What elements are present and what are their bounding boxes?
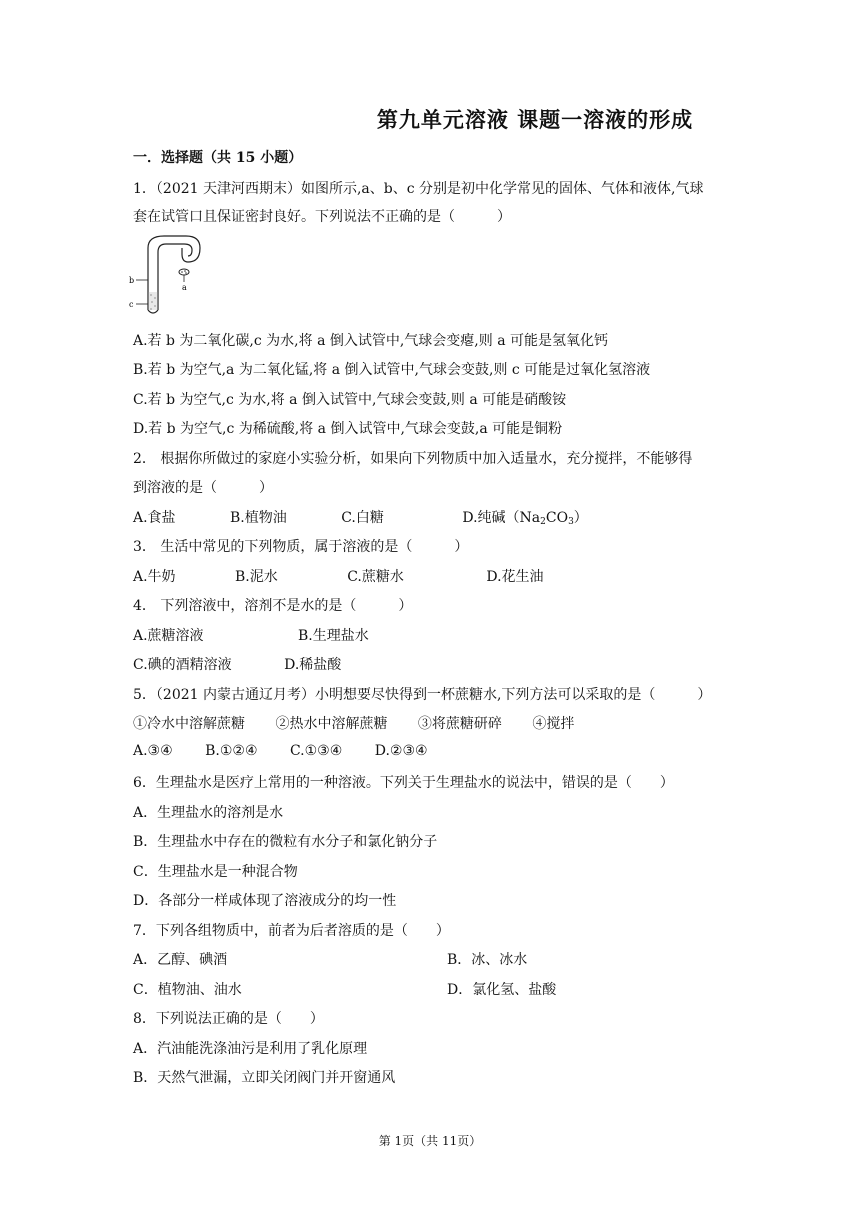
q4-options-row1: [133, 625, 369, 645]
q3-options: [133, 566, 544, 586]
q5-method-1: ①冷水中溶解蔗糖: [133, 716, 245, 732]
page-title: 第九单元溶液 课题一溶液的形成: [376, 107, 694, 132]
q8-stem: 8．下列说法正确的是（ ）: [133, 1011, 324, 1027]
q2-option-b: B.植物油: [230, 510, 287, 526]
q4-stem: 4． 下列溶液中，溶剂不是水的是（ ）: [133, 598, 413, 614]
q7-stem: 7．下列各组物质中，前者为后者溶质的是（ ）: [133, 923, 450, 939]
q5-method-4: ④搅拌: [532, 716, 575, 732]
q3-stem: 3． 生活中常见的下列物质，属于溶液的是（ ）: [133, 539, 469, 555]
q1-option-d: D.若 b 为空气,c 为稀硫酸,将 a 倒入试管中,气球会变鼓,a 可能是铜粉: [133, 421, 563, 437]
q1-stem-line2: 套在试管口且保证密封良好。下列说法不正确的是（ ）: [133, 209, 511, 225]
figure-label-a: a: [182, 283, 187, 292]
q2-options: [133, 507, 588, 527]
q6-option-c: C．生理盐水是一种混合物: [133, 864, 298, 880]
q2-option-d: D.纯碱$(Na_2CO_3)$: [462, 510, 588, 527]
q4-option-c: C.碘的酒精溶液: [133, 657, 232, 673]
q2-option-c: C.白糖: [341, 510, 384, 526]
q5-method-3: ③将蔗糖研碎: [417, 716, 502, 732]
q5-methods: [133, 713, 574, 733]
q8-option-a: A．汽油能洗涤油污是利用了乳化原理: [133, 1041, 368, 1057]
q4-option-a: A.蔗糖溶液: [133, 628, 204, 644]
test-tube-balloon-figure: [128, 232, 208, 314]
section-heading: 一．选择题（共 15 小题）: [133, 150, 303, 166]
q2-stem-line2: 到溶液的是（ ）: [133, 480, 273, 496]
q4-option-d: D.稀盐酸: [284, 657, 342, 673]
q2-option-a: A.食盐: [133, 510, 176, 526]
q5-method-2: ②热水中溶解蔗糖: [275, 716, 388, 732]
q7-option-b: B．冰、冰水: [447, 952, 528, 968]
q5-option-b: B.①②④: [205, 743, 258, 759]
q3-option-d: D.花生油: [486, 569, 544, 585]
q5-options: [133, 743, 428, 759]
page-footer: 第 1页（共 11页）: [378, 1134, 482, 1148]
q4-option-b: B.生理盐水: [298, 628, 369, 644]
q3-option-a: A.牛奶: [133, 569, 176, 585]
q5-option-d: D.②③④: [374, 743, 428, 759]
q1-option-a: A.若 b 为二氧化碳,c 为水,将 a 倒入试管中,气球会变瘪,则 a 可能是氢氧化钙: [133, 333, 609, 349]
figure-label-b: b: [129, 276, 135, 285]
q6-option-a: A．生理盐水的溶剂是水: [133, 805, 284, 821]
q5-stem: 5．（2021 内蒙古通辽月考）小明想要尽快得到一杯蔗糖水,下列方法可以采取的是（ ）: [133, 687, 712, 703]
q1-option-c: C.若 b 为空气,c 为水,将 a 倒入试管中,气球会变鼓,则 a 可能是硝酸铵: [133, 392, 567, 408]
q7-option-d: D．氯化氢、盐酸: [447, 982, 557, 998]
q3-option-b: B.泥水: [235, 569, 278, 585]
q5-option-a: A.③④: [133, 743, 173, 759]
q4-options-row2: [133, 654, 341, 674]
q3-option-c: C.蔗糖水: [347, 569, 404, 585]
q6-option-d: D．各部分一样咸体现了溶液成分的均一性: [133, 893, 397, 909]
q6-stem: 6．生理盐水是医疗上常用的一种溶液。下列关于生理盐水的说法中，错误的是（ ）: [133, 775, 674, 791]
q8-option-b: B．天然气泄漏，立即关闭阀门并开窗通风: [133, 1070, 396, 1086]
q6-option-b: B．生理盐水中存在的微粒有水分子和氯化钠分子: [133, 834, 438, 850]
q1-stem-line1: 1．（2021 天津河西期末）如图所示,a、b、c 分别是初中化学常见的固体、气体和液体,气球: [133, 181, 704, 197]
q7-option-a: A．乙醇、碘酒: [133, 952, 228, 968]
figure-label-c: c: [129, 300, 134, 309]
q1-option-b: B.若 b 为空气,a 为二氧化锰,将 a 倒入试管中,气球会变鼓,则 c 可能是过氧化氢溶液: [133, 362, 651, 378]
q2-stem-line1: 2． 根据你所做过的家庭小实验分析，如果向下列物质中加入适量水，充分搅拌，不能够得: [133, 451, 693, 467]
q5-option-c: C.①③④: [289, 743, 343, 759]
q7-option-c: C．植物油、油水: [133, 982, 242, 998]
